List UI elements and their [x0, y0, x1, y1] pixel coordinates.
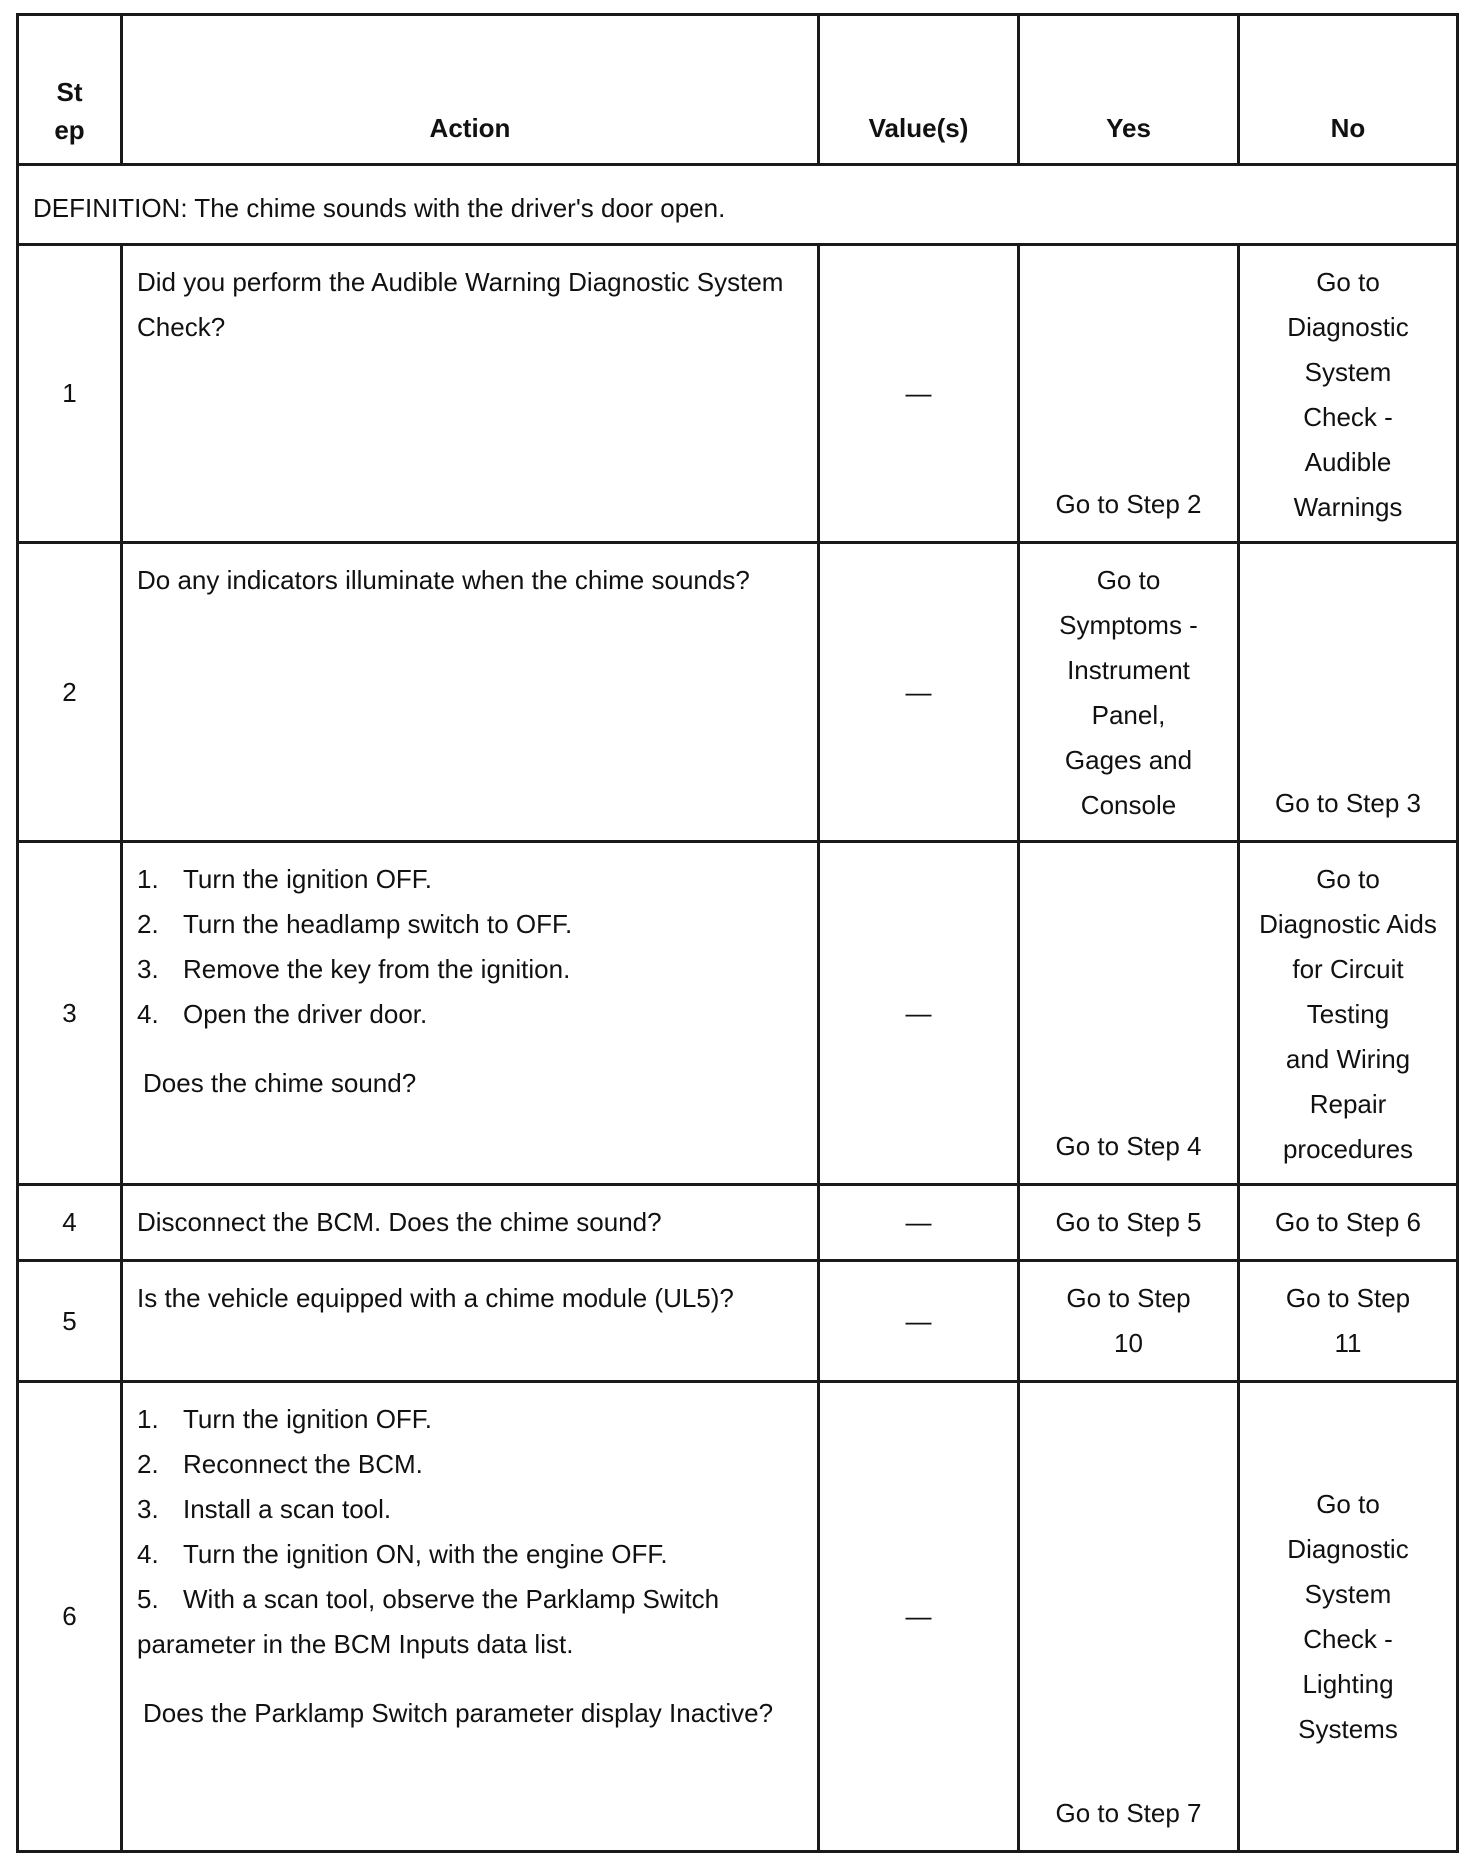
value-cell: —	[819, 1261, 1019, 1382]
no-line: Warnings	[1293, 492, 1403, 522]
no-line: System	[1304, 1578, 1392, 1609]
list-item: 1. Turn the ignition OFF.	[137, 1404, 433, 1434]
yes-line: 10	[1114, 1328, 1143, 1358]
no-cell: Go to Step 6	[1239, 1185, 1458, 1261]
action-text: Disconnect the BCM. Does the chime sound?	[122, 1185, 819, 1261]
table-row	[18, 543, 1458, 842]
table-row	[18, 1261, 1458, 1382]
table-row	[18, 842, 1458, 1185]
no-line: Go to	[1316, 864, 1380, 894]
header-action: Action	[122, 15, 819, 165]
value-cell: —	[819, 245, 1019, 543]
action-steps	[137, 1397, 803, 1667]
yes-line: Go to Step	[1066, 1283, 1191, 1313]
yes-cell: Go to Step 5	[1019, 1185, 1239, 1261]
no-cell	[1239, 1261, 1458, 1382]
no-line: Check -	[1303, 402, 1393, 432]
step-number: 1	[18, 245, 122, 543]
no-line: for Circuit	[1292, 954, 1404, 984]
action-cell	[122, 842, 819, 1185]
table-row	[18, 245, 1458, 543]
step-number: 4	[18, 1185, 122, 1261]
list-item: 3. Install a scan tool.	[137, 1494, 392, 1524]
definition-text: DEFINITION: The chime sounds with the driver's door open.	[18, 165, 1458, 245]
no-line: procedures	[1282, 1134, 1414, 1164]
no-line: Go to	[1316, 267, 1380, 297]
no-line: Audible	[1304, 447, 1392, 477]
yes-cell: Go to Step 2	[1019, 245, 1239, 543]
table-row	[18, 1185, 1458, 1261]
header-no: No	[1239, 15, 1458, 165]
action-steps	[137, 857, 803, 1037]
action-text: Is the vehicle equipped with a chime module (UL5)?	[122, 1261, 819, 1382]
no-line: Go to Step	[1285, 1283, 1411, 1313]
no-line: Systems	[1298, 1713, 1398, 1744]
list-item: 4. Open the driver door.	[137, 999, 428, 1029]
action-text: Do any indicators illuminate when the chime sounds?	[122, 543, 819, 842]
list-item: 5. With a scan tool, observe the Parklamp Switch parameter in the BCM Inputs data list.	[137, 1584, 720, 1659]
table-row	[18, 1382, 1458, 1852]
step-number: 5	[18, 1261, 122, 1382]
list-item: 4. Turn the ignition ON, with the engine OFF.	[137, 1539, 668, 1569]
no-line: Diagnostic	[1287, 312, 1409, 342]
list-item: 3. Remove the key from the ignition.	[137, 954, 571, 984]
value-cell: —	[819, 1185, 1019, 1261]
yes-line: Instrument	[1067, 655, 1190, 685]
no-line: Repair	[1309, 1089, 1387, 1119]
action-cell	[122, 1382, 819, 1852]
header-step-label: St ep	[54, 77, 85, 145]
yes-cell: Go to Step 4	[1019, 842, 1239, 1185]
no-line: System	[1304, 357, 1392, 387]
step-number: 6	[18, 1382, 122, 1852]
definition-row	[18, 165, 1458, 245]
action-question: Does the chime sound?	[143, 1068, 417, 1098]
header-row	[18, 15, 1458, 165]
action-text: Did you perform the Audible Warning Diagnostic System Check?	[122, 245, 819, 543]
no-line: Diagnostic Aids	[1259, 909, 1437, 939]
no-line: and Wiring	[1285, 1044, 1411, 1074]
yes-cell	[1019, 1261, 1239, 1382]
no-line: 11	[1334, 1328, 1362, 1358]
list-item: 2. Reconnect the BCM.	[137, 1449, 423, 1479]
yes-line: Console	[1080, 790, 1177, 820]
yes-line: Gages and	[1064, 745, 1193, 775]
step-number: 2	[18, 543, 122, 842]
no-line: Check -	[1303, 1623, 1393, 1654]
yes-cell: Go to Step 7	[1019, 1382, 1239, 1852]
header-step	[18, 15, 122, 165]
yes-cell	[1019, 543, 1239, 842]
step-number: 3	[18, 842, 122, 1185]
no-cell	[1239, 245, 1458, 543]
no-cell	[1239, 1382, 1458, 1852]
no-line: Lighting	[1302, 1668, 1394, 1699]
diagnostic-table	[16, 13, 1459, 1853]
yes-line: Go to	[1096, 565, 1161, 595]
no-cell: Go to Step 3	[1239, 543, 1458, 842]
header-yes: Yes	[1019, 15, 1239, 165]
header-values: Value(s)	[819, 15, 1019, 165]
value-cell: —	[819, 842, 1019, 1185]
yes-line: Symptoms -	[1059, 610, 1198, 640]
value-cell: —	[819, 1382, 1019, 1852]
action-question: Does the Parklamp Switch parameter display Inactive?	[143, 1698, 774, 1728]
no-line: Testing	[1306, 999, 1390, 1029]
list-item: 1. Turn the ignition OFF.	[137, 864, 433, 894]
yes-line: Panel,	[1091, 700, 1166, 730]
no-cell	[1239, 842, 1458, 1185]
list-item: 2. Turn the headlamp switch to OFF.	[137, 909, 573, 939]
no-line: Diagnostic	[1287, 1533, 1409, 1564]
no-line: Go to	[1316, 1488, 1380, 1519]
value-cell: —	[819, 543, 1019, 842]
